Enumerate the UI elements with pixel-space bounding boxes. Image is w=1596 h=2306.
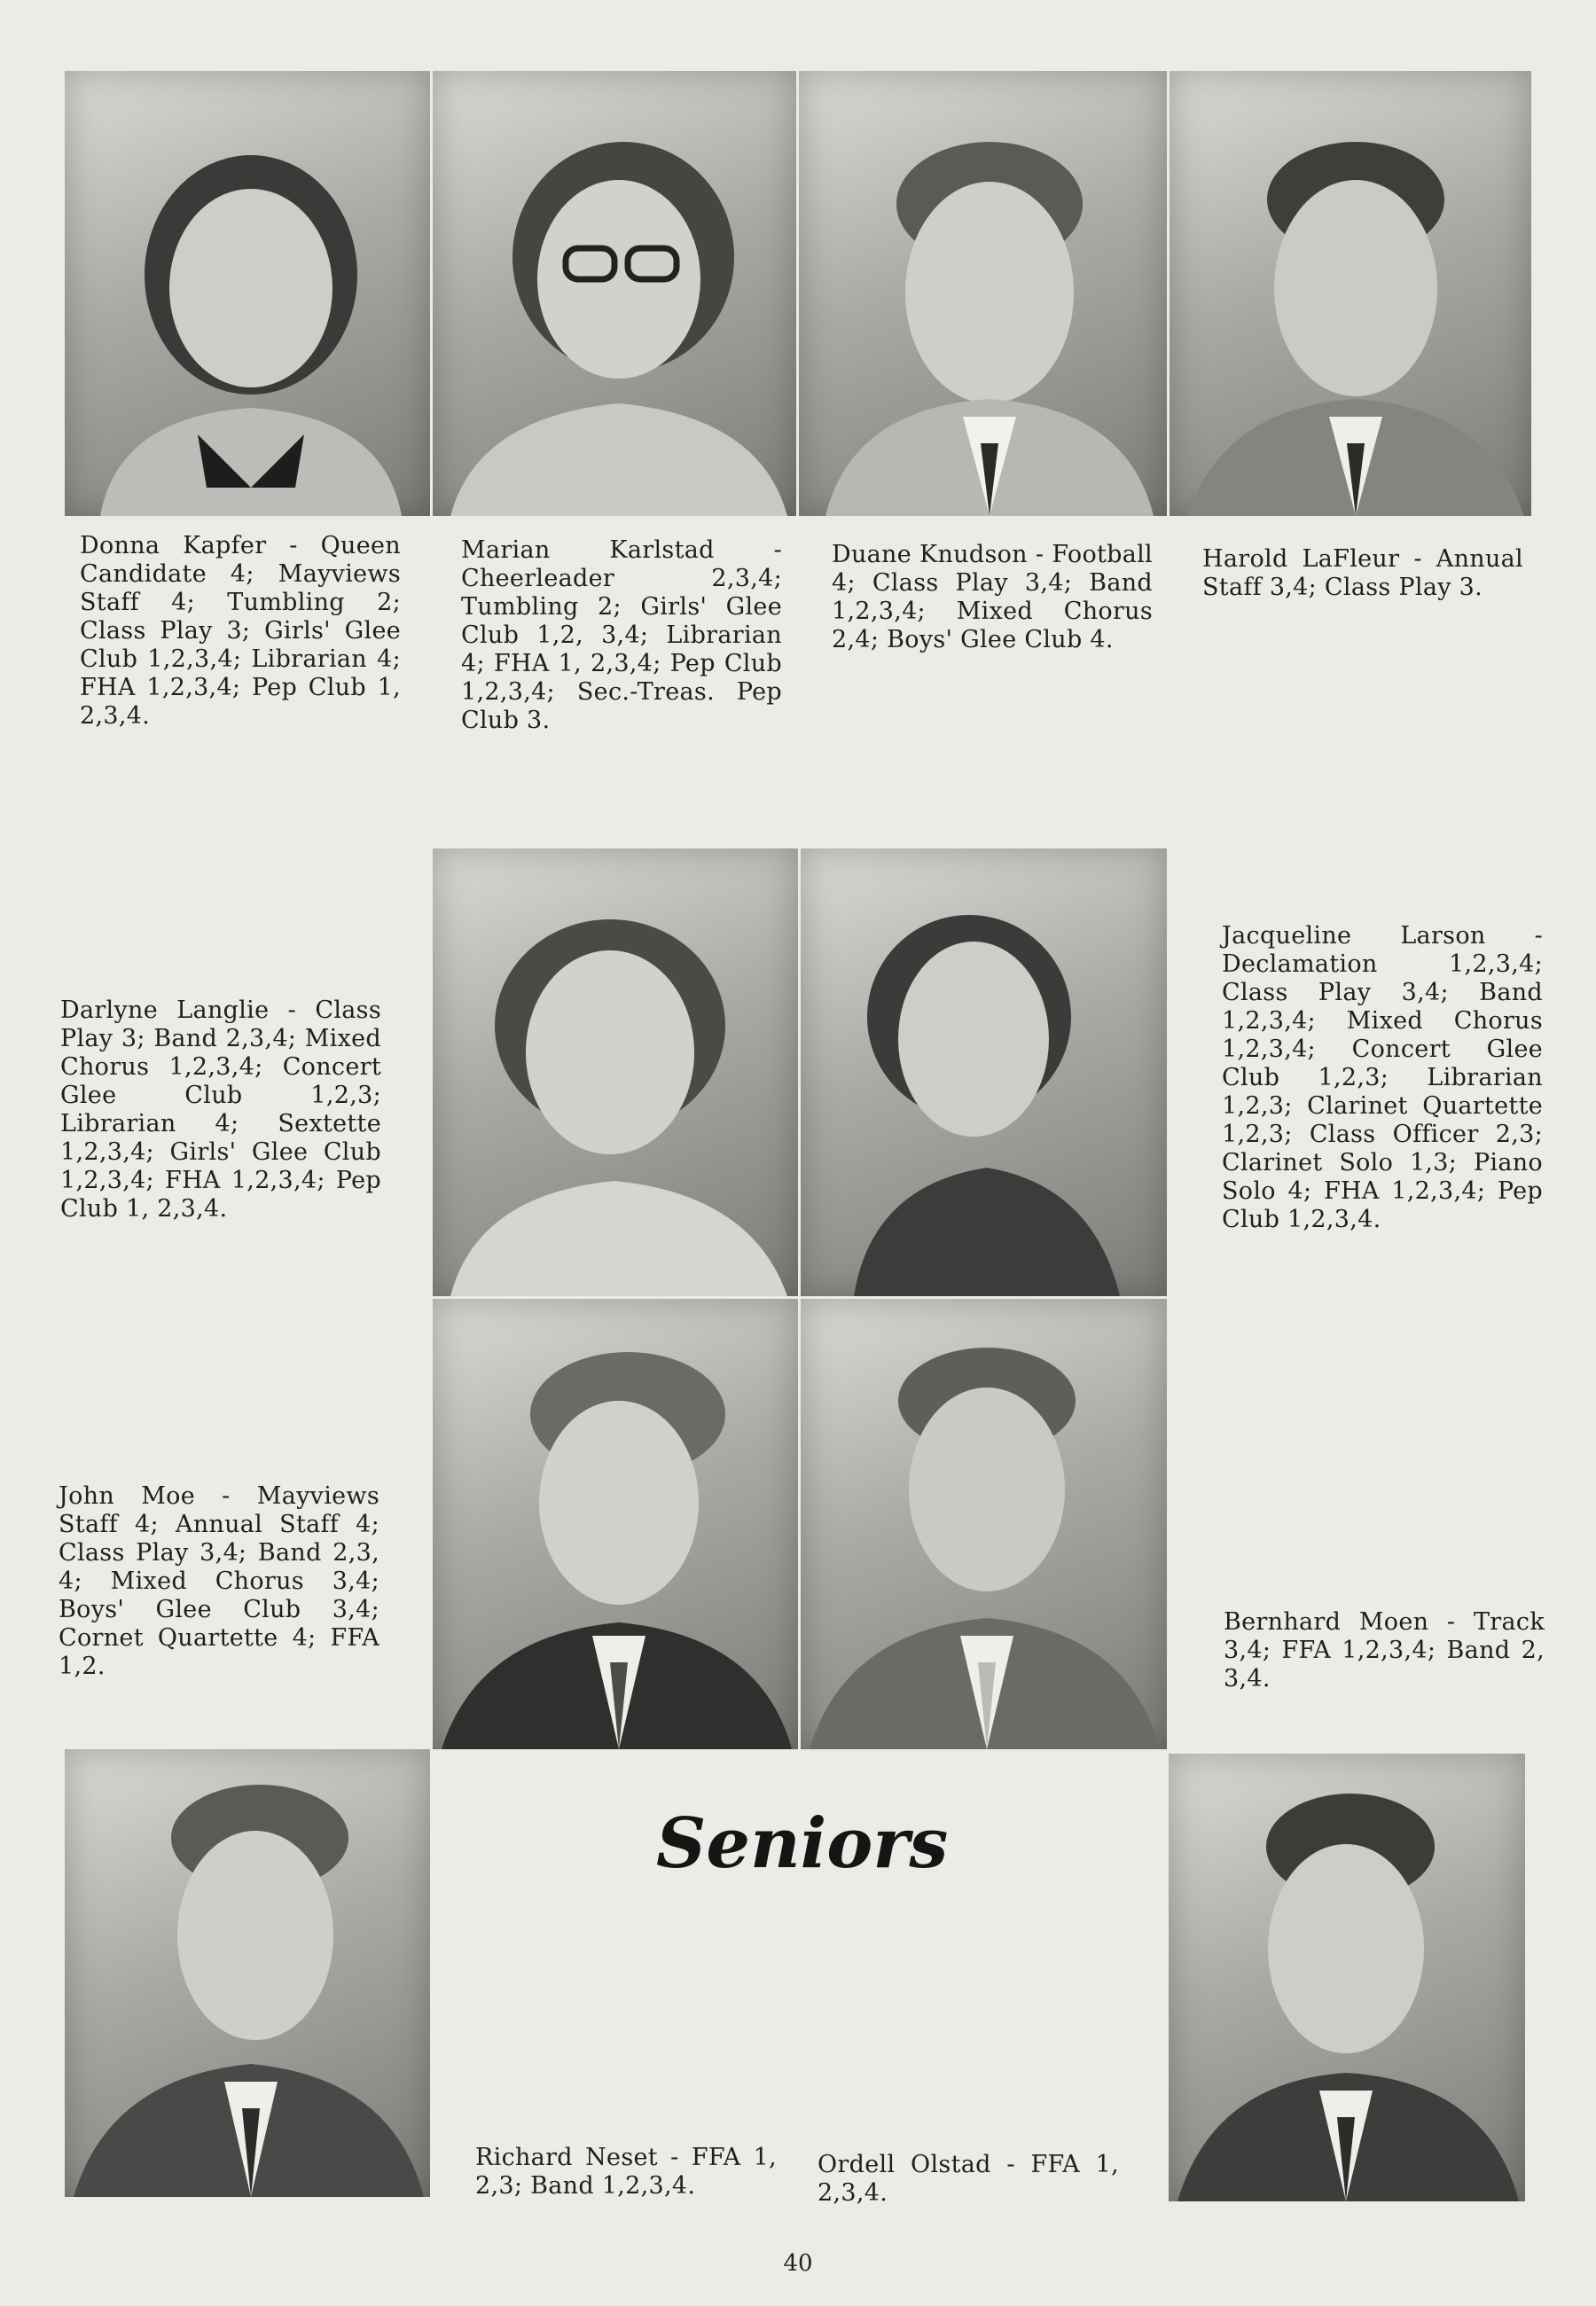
portrait-photo-icon [801, 1299, 1167, 1749]
portrait-photo-neset [65, 1749, 430, 2197]
caption-karlstad: Marian Karlstad - Cheerleader 2,3,4; Tumbling 2; Girls' Glee Club 1,2, 3,4; Librarian 4; FHA 1, 2,3,4; Pep Club 1,2,3,4; Sec.-Treas. Pep Club 3. [461, 536, 782, 734]
portrait-photo-icon [65, 71, 430, 516]
caption-olstad: Ordell Olstad - FFA 1, 2,3,4. [818, 2151, 1119, 2207]
portrait-photo-icon [433, 848, 798, 1296]
page-number: 40 [783, 2250, 813, 2277]
caption-kapfer: Donna Kapfer - Queen Candidate 4; Mayviews Staff 4; Tumbling 2; Class Play 3; Girls' Glee Club 1,2,3,4; Librarian 4; FHA 1,2,3,4; Pep Club 1, 2,3,4. [80, 532, 401, 730]
portrait-photo-icon [433, 71, 796, 516]
portrait-photo-icon [1170, 71, 1531, 516]
portrait-photo-moen [801, 1299, 1167, 1749]
portrait-photo-icon [801, 848, 1167, 1296]
portrait-photo-icon [799, 71, 1167, 516]
portrait-photo-icon [65, 1749, 430, 2197]
portrait-photo-larson [801, 848, 1167, 1296]
caption-langlie: Darlyne Langlie - Class Play 3; Band 2,3,4; Mixed Chorus 1,2,3,4; Concert Glee Club 1,2,3; Librarian 4; Sextette 1,2,3,4; Girls' Glee Club 1,2,3,4; FHA 1,2,3,4; Pep Club 1, 2,3,4. [60, 997, 381, 1223]
portrait-photo-lafleur [1170, 71, 1531, 516]
portrait-photo-kapfer [65, 71, 430, 516]
portrait-photo-icon [1169, 1754, 1525, 2201]
caption-knudson: Duane Knudson - Football 4; Class Play 3,4; Band 1,2,3,4; Mixed Chorus 2,4; Boys' Glee Club 4. [832, 541, 1153, 653]
portrait-photo-moe [433, 1299, 798, 1749]
caption-moen: Bernhard Moen - Track 3,4; FFA 1,2,3,4; Band 2, 3,4. [1224, 1608, 1545, 1692]
portrait-photo-karlstad [433, 71, 796, 516]
caption-larson: Jacqueline Larson - Declamation 1,2,3,4; Class Play 3,4; Band 1,2,3,4; Mixed Chorus 1,2,3,4; Concert Glee Club 1,2,3; Librarian 1,2,3; Clarinet Quartette 1,2,3; Class Officer 2,3; Clarinet Solo 1,3; Piano Solo 4; FHA 1,2,3,4; Pep Club 1,2,3,4. [1222, 922, 1543, 1233]
portrait-photo-icon [433, 1299, 798, 1749]
caption-lafleur: Harold LaFleur - Annual Staff 3,4; Class Play 3. [1202, 545, 1523, 601]
portrait-photo-olstad [1169, 1754, 1525, 2201]
caption-neset: Richard Neset - FFA 1, 2,3; Band 1,2,3,4. [475, 2144, 777, 2200]
portrait-photo-langlie [433, 848, 798, 1296]
page-heading: Seniors [656, 1803, 949, 1884]
caption-moe: John Moe - Mayviews Staff 4; Annual Staff 4; Class Play 3,4; Band 2,3, 4; Mixed Chorus 3,4; Boys' Glee Club 3,4; Cornet Quartette 4; FFA 1,2. [59, 1482, 379, 1680]
portrait-photo-knudson [799, 71, 1167, 516]
